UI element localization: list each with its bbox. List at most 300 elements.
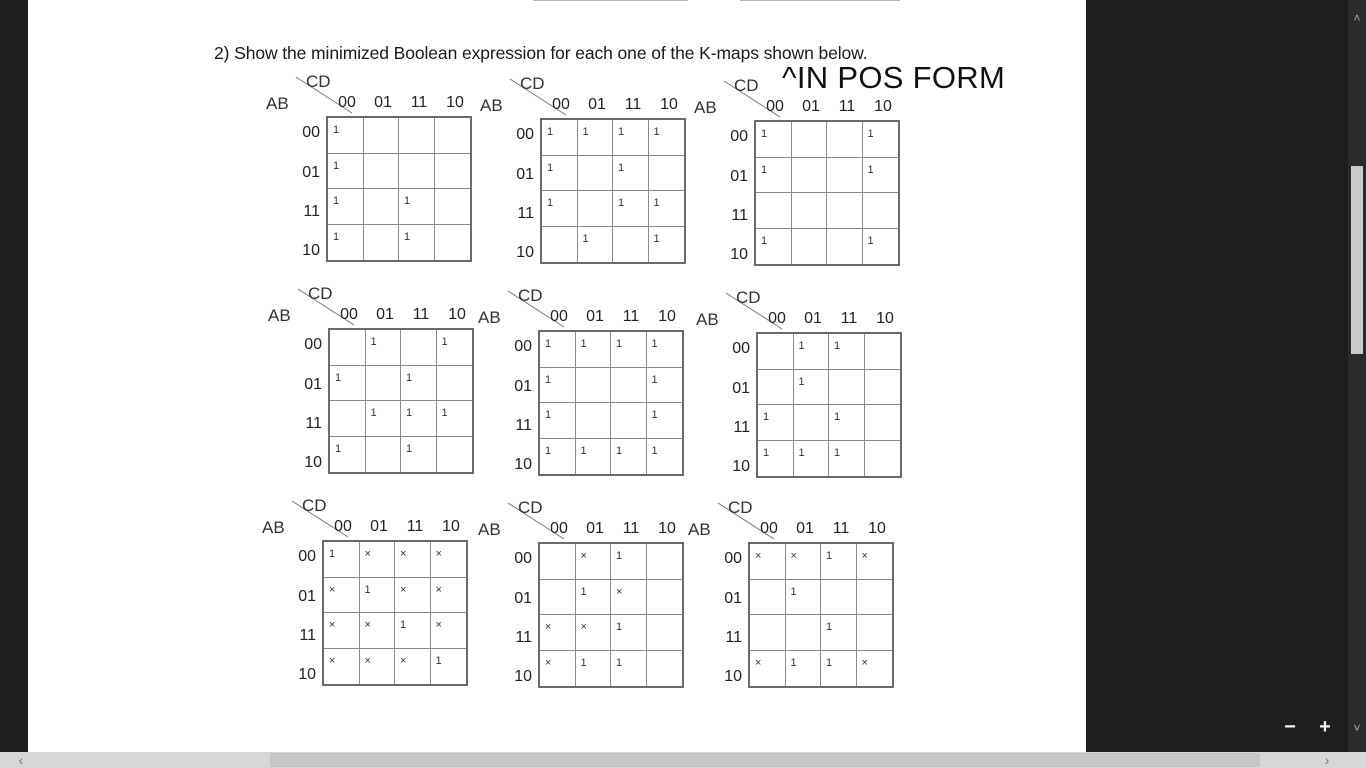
kmap-cell (865, 405, 901, 441)
kmap-cell (431, 613, 467, 649)
kmap-cell (435, 225, 471, 261)
kmap-grid (322, 540, 468, 686)
cell-value: 1 (653, 197, 660, 209)
column-header: 11 (832, 520, 850, 537)
kmap-cell (364, 118, 400, 154)
cell-value: 1 (834, 446, 841, 459)
kmap-cell (437, 366, 473, 402)
cell-value: 1 (826, 656, 833, 669)
column-header: 10 (658, 520, 676, 537)
column-header: 10 (446, 94, 464, 111)
column-header: 10 (658, 308, 676, 325)
kmap-cell (364, 189, 400, 225)
kmap-cell (360, 542, 396, 578)
cell-value: 1 (616, 444, 623, 457)
kmap-cell (786, 580, 822, 616)
chevron-up-icon[interactable]: ˄ (1353, 11, 1361, 25)
kmap-cell (649, 120, 685, 156)
columns-variable-label: CD (734, 76, 759, 95)
kmap-cell (330, 366, 366, 402)
kmap-1 (266, 72, 486, 272)
row-header: 10 (514, 668, 532, 685)
kmap-cell (611, 615, 647, 651)
cell-value: × (329, 619, 336, 631)
cell-value: 1 (406, 442, 413, 455)
cell-value: 1 (580, 338, 587, 350)
kmap-cell (324, 578, 360, 614)
kmap-cell (401, 401, 437, 437)
kmap-grid (538, 330, 684, 476)
cell-value: 1 (333, 195, 340, 207)
kmap-cell (794, 370, 830, 406)
kmap-cell (399, 118, 435, 154)
row-header: 10 (732, 458, 750, 475)
kmap-cell (865, 370, 901, 406)
kmap-grid (326, 116, 472, 262)
kmap-cell (540, 332, 576, 368)
cell-value: 1 (335, 442, 342, 455)
kmap-cell (431, 649, 467, 685)
rows-variable-label: AB (266, 94, 289, 113)
chevron-down-icon[interactable]: ˅ (1353, 721, 1361, 735)
cell-value: 1 (790, 585, 797, 598)
kmap-cell (758, 370, 794, 406)
columns-variable-label: CD (736, 288, 761, 307)
kmap-cell (613, 191, 649, 227)
cell-value: 1 (370, 336, 377, 348)
cell-value: 1 (798, 340, 805, 352)
kmap-cell (576, 544, 612, 580)
kmap-cell (613, 156, 649, 192)
cell-value: × (329, 654, 336, 667)
kmap-cell (750, 544, 786, 580)
cell-value: 1 (441, 407, 448, 419)
cell-value: 1 (441, 336, 448, 348)
row-header: 01 (302, 164, 320, 181)
row-header: 10 (724, 668, 742, 685)
column-header: 11 (624, 96, 642, 113)
kmap-cell (829, 334, 865, 370)
cell-value: × (400, 548, 407, 560)
row-header: 10 (516, 244, 534, 261)
cell-value: 1 (580, 585, 587, 598)
cell-value: 1 (547, 197, 554, 209)
cell-value: 1 (545, 373, 552, 386)
kmap-cell (758, 334, 794, 370)
kmap-cell (395, 613, 431, 649)
column-header: 10 (448, 306, 466, 323)
kmap-cell (827, 158, 863, 194)
cell-value: 1 (763, 446, 770, 459)
rows-variable-label: AB (688, 520, 711, 539)
kmap-cell (857, 615, 893, 651)
cell-value: 1 (616, 656, 623, 669)
cell-value: 1 (651, 373, 658, 386)
kmap-cell (431, 542, 467, 578)
cell-value: 1 (761, 234, 768, 247)
column-header: 11 (412, 306, 430, 323)
kmap-cell (435, 118, 471, 154)
cell-value: × (435, 619, 442, 631)
kmap-cell (758, 441, 794, 477)
column-header: 01 (376, 306, 394, 323)
cell-value: 1 (335, 371, 342, 384)
chevron-left-icon[interactable]: ‹ (18, 752, 24, 768)
cell-value: 1 (761, 163, 768, 176)
kmap-cell (647, 651, 683, 687)
kmap-cell (435, 154, 471, 190)
kmap-cell (328, 225, 364, 261)
kmap-cell (330, 437, 366, 473)
kmap-cell (437, 401, 473, 437)
kmap-cell (364, 225, 400, 261)
kmap-cell (542, 227, 578, 263)
cell-value: × (364, 548, 371, 560)
column-header: 00 (550, 520, 568, 537)
row-header: 01 (724, 590, 742, 607)
row-header: 00 (516, 126, 534, 143)
kmap-cell (611, 651, 647, 687)
kmap-cell (821, 544, 857, 580)
kmap-cell (863, 158, 899, 194)
kmap-cell (821, 615, 857, 651)
kmap-cell (792, 122, 828, 158)
cell-value: 1 (616, 338, 623, 350)
kmap-grid (538, 542, 684, 688)
kmap-cell (649, 156, 685, 192)
kmap-cell (649, 227, 685, 263)
kmap-cell (647, 368, 683, 404)
kmap-cell (366, 330, 402, 366)
table-rule (533, 0, 688, 1)
cell-value: 1 (826, 621, 833, 633)
kmap-cell (827, 229, 863, 265)
cell-value: 1 (651, 444, 658, 457)
row-header: 11 (305, 415, 322, 432)
kmap-cell (328, 118, 364, 154)
vertical-scroll-thumb[interactable] (1351, 166, 1363, 354)
kmap-9 (688, 498, 908, 698)
cell-value: × (400, 583, 407, 596)
column-header: 00 (340, 306, 358, 323)
kmap-cell (540, 615, 576, 651)
column-header: 00 (768, 310, 786, 327)
column-header: 01 (802, 98, 820, 115)
table-rule (740, 0, 900, 1)
horizontal-scroll-thumb[interactable] (270, 753, 1260, 767)
kmap-cell (750, 580, 786, 616)
kmap-cell (540, 368, 576, 404)
columns-variable-label: CD (308, 284, 333, 303)
cell-value: 1 (404, 230, 411, 243)
kmap-cell (324, 542, 360, 578)
cell-value: 1 (333, 124, 340, 136)
row-header: 11 (733, 419, 750, 436)
cell-value: 1 (329, 548, 336, 560)
cell-value: 1 (826, 550, 833, 562)
rows-variable-label: AB (262, 518, 285, 537)
kmap-cell (611, 368, 647, 404)
kmap-5 (478, 286, 698, 486)
rows-variable-label: AB (696, 310, 719, 329)
column-header: 10 (874, 98, 892, 115)
kmap-cell (756, 229, 792, 265)
kmap-cell (611, 544, 647, 580)
row-header: 00 (514, 338, 532, 355)
kmap-cell (360, 649, 396, 685)
column-header: 11 (410, 94, 428, 111)
columns-variable-label: CD (518, 498, 543, 517)
kmap-6 (696, 288, 916, 488)
kmap-cell (540, 439, 576, 475)
zoom-in-button[interactable]: + (1319, 716, 1331, 738)
cell-value: 1 (867, 163, 874, 176)
row-header: 00 (302, 124, 320, 141)
row-header: 00 (304, 336, 322, 353)
cell-value: 1 (580, 444, 587, 457)
column-header: 01 (804, 310, 822, 327)
column-header: 11 (406, 518, 424, 535)
zoom-out-button[interactable]: − (1284, 716, 1296, 738)
row-header: 00 (732, 340, 750, 357)
column-header: 10 (868, 520, 886, 537)
row-header: 01 (514, 590, 532, 607)
cell-value: 1 (616, 550, 623, 562)
kmap-cell (750, 651, 786, 687)
cell-value: 1 (798, 375, 805, 388)
cell-value: × (861, 550, 868, 562)
kmap-cell (827, 122, 863, 158)
column-header: 01 (588, 96, 606, 113)
cell-value: × (545, 621, 552, 633)
kmap-cell (399, 154, 435, 190)
column-header: 00 (552, 96, 570, 113)
columns-variable-label: CD (302, 496, 327, 515)
rows-variable-label: AB (694, 98, 717, 117)
row-header: 00 (730, 128, 748, 145)
cell-value: 1 (790, 656, 797, 669)
cell-value: 1 (406, 371, 413, 384)
cell-value: × (545, 656, 552, 669)
kmap-cell (578, 156, 614, 192)
kmap-cell (328, 154, 364, 190)
column-header: 00 (550, 308, 568, 325)
row-header: 11 (515, 417, 532, 434)
kmap-cell (366, 366, 402, 402)
column-header: 01 (374, 94, 392, 111)
kmap-cell (395, 649, 431, 685)
document-page (28, 0, 1086, 752)
kmap-cell (399, 189, 435, 225)
kmap-cell (786, 651, 822, 687)
column-header: 00 (760, 520, 778, 537)
kmap-cell (756, 158, 792, 194)
cell-value: × (400, 654, 407, 667)
column-header: 00 (334, 518, 352, 535)
chevron-right-icon[interactable]: › (1324, 752, 1330, 768)
row-header: 10 (298, 666, 316, 683)
kmap-8 (478, 498, 698, 698)
row-header: 00 (514, 550, 532, 567)
cell-value: 1 (763, 411, 770, 423)
cell-value: 1 (867, 128, 874, 140)
kmap-cell (542, 191, 578, 227)
kmap-cell (611, 580, 647, 616)
rows-variable-label: AB (478, 520, 501, 539)
columns-variable-label: CD (518, 286, 543, 305)
kmap-cell (821, 580, 857, 616)
kmap-cell (401, 437, 437, 473)
cell-value: × (435, 548, 442, 560)
kmap-3 (694, 76, 914, 276)
kmap-cell (786, 615, 822, 651)
kmap-cell (829, 405, 865, 441)
cell-value: × (435, 583, 442, 596)
kmap-cell (540, 580, 576, 616)
cell-value: 1 (618, 126, 625, 138)
row-header: 01 (514, 378, 532, 395)
kmap-cell (647, 439, 683, 475)
kmap-cell (576, 439, 612, 475)
horizontal-scrollbar[interactable] (0, 752, 1366, 768)
row-header: 01 (732, 380, 750, 397)
kmap-4 (268, 284, 488, 484)
cell-value: 1 (653, 232, 660, 245)
column-header: 01 (586, 308, 604, 325)
kmap-cell (756, 122, 792, 158)
kmap-cell (756, 193, 792, 229)
kmap-grid (540, 118, 686, 264)
column-header: 00 (766, 98, 784, 115)
column-header: 01 (796, 520, 814, 537)
kmap-cell (330, 401, 366, 437)
cell-value: 1 (545, 409, 552, 421)
kmap-grid (328, 328, 474, 474)
question-text: 2) Show the minimized Boolean expression for each one of the K-maps shown below. (214, 43, 868, 63)
column-header: 10 (442, 518, 460, 535)
kmap-cell (865, 441, 901, 477)
kmap-cell (792, 158, 828, 194)
kmap-cell (647, 544, 683, 580)
column-header: 01 (586, 520, 604, 537)
cell-value: 1 (545, 444, 552, 457)
cell-value: × (790, 550, 797, 562)
cell-value: 1 (580, 656, 587, 669)
kmap-7 (262, 496, 482, 696)
kmap-cell (647, 332, 683, 368)
column-header: 00 (338, 94, 356, 111)
cell-value: × (580, 550, 587, 562)
kmap-cell (395, 542, 431, 578)
kmap-cell (435, 189, 471, 225)
row-header: 01 (516, 166, 534, 183)
kmap-cell (542, 120, 578, 156)
kmap-cell (865, 334, 901, 370)
cell-value: 1 (618, 197, 625, 209)
column-header: 10 (660, 96, 678, 113)
cell-value: 1 (404, 195, 411, 207)
cell-value: × (364, 654, 371, 667)
cell-value: 1 (435, 654, 442, 667)
row-header: 10 (304, 454, 322, 471)
kmap-cell (437, 437, 473, 473)
kmap-cell (794, 334, 830, 370)
kmap-cell (401, 366, 437, 402)
vertical-scrollbar[interactable] (1348, 0, 1366, 752)
handwritten-annotation: ^IN POS FORM (782, 60, 1006, 95)
rows-variable-label: AB (478, 308, 501, 327)
kmap-cell (576, 368, 612, 404)
column-header: 11 (622, 520, 640, 537)
column-header: 01 (370, 518, 388, 535)
kmap-cell (750, 615, 786, 651)
cell-value: 1 (547, 161, 554, 174)
kmap-cell (857, 651, 893, 687)
kmap-cell (613, 120, 649, 156)
cell-value: 1 (834, 340, 841, 352)
kmap-cell (857, 580, 893, 616)
kmap-cell (649, 191, 685, 227)
cell-value: 1 (651, 338, 658, 350)
cell-value: 1 (582, 232, 589, 245)
cell-value: 1 (834, 411, 841, 423)
kmap-cell (611, 332, 647, 368)
kmap-cell (437, 330, 473, 366)
cell-value: 1 (653, 126, 660, 138)
cell-value: 1 (798, 446, 805, 459)
kmap-2 (480, 74, 700, 274)
cell-value: 1 (333, 230, 340, 243)
row-header: 11 (725, 629, 742, 646)
kmap-cell (360, 578, 396, 614)
kmap-cell (431, 578, 467, 614)
kmap-cell (647, 403, 683, 439)
cell-value: × (329, 583, 336, 596)
kmap-cell (576, 580, 612, 616)
kmap-cell (324, 649, 360, 685)
kmap-cell (792, 193, 828, 229)
cell-value: 1 (370, 407, 377, 419)
columns-variable-label: CD (520, 74, 545, 93)
row-header: 00 (724, 550, 742, 567)
rows-variable-label: AB (268, 306, 291, 325)
kmap-cell (395, 578, 431, 614)
row-header: 10 (730, 246, 748, 263)
cell-value: 1 (867, 234, 874, 247)
cell-value: 1 (618, 161, 625, 174)
cell-value: × (580, 621, 587, 633)
kmap-cell (542, 156, 578, 192)
kmap-cell (611, 403, 647, 439)
row-header: 10 (302, 242, 320, 259)
cell-value: 1 (406, 407, 413, 419)
row-header: 00 (298, 548, 316, 565)
kmap-cell (578, 120, 614, 156)
column-header: 11 (622, 308, 640, 325)
kmap-cell (821, 651, 857, 687)
cell-value: × (364, 619, 371, 631)
cell-value: × (755, 550, 762, 562)
kmap-cell (863, 193, 899, 229)
kmap-cell (360, 613, 396, 649)
kmap-cell (366, 401, 402, 437)
kmap-cell (647, 580, 683, 616)
kmap-cell (611, 439, 647, 475)
row-header: 11 (515, 629, 532, 646)
kmap-cell (794, 405, 830, 441)
kmap-cell (786, 544, 822, 580)
kmap-cell (863, 122, 899, 158)
